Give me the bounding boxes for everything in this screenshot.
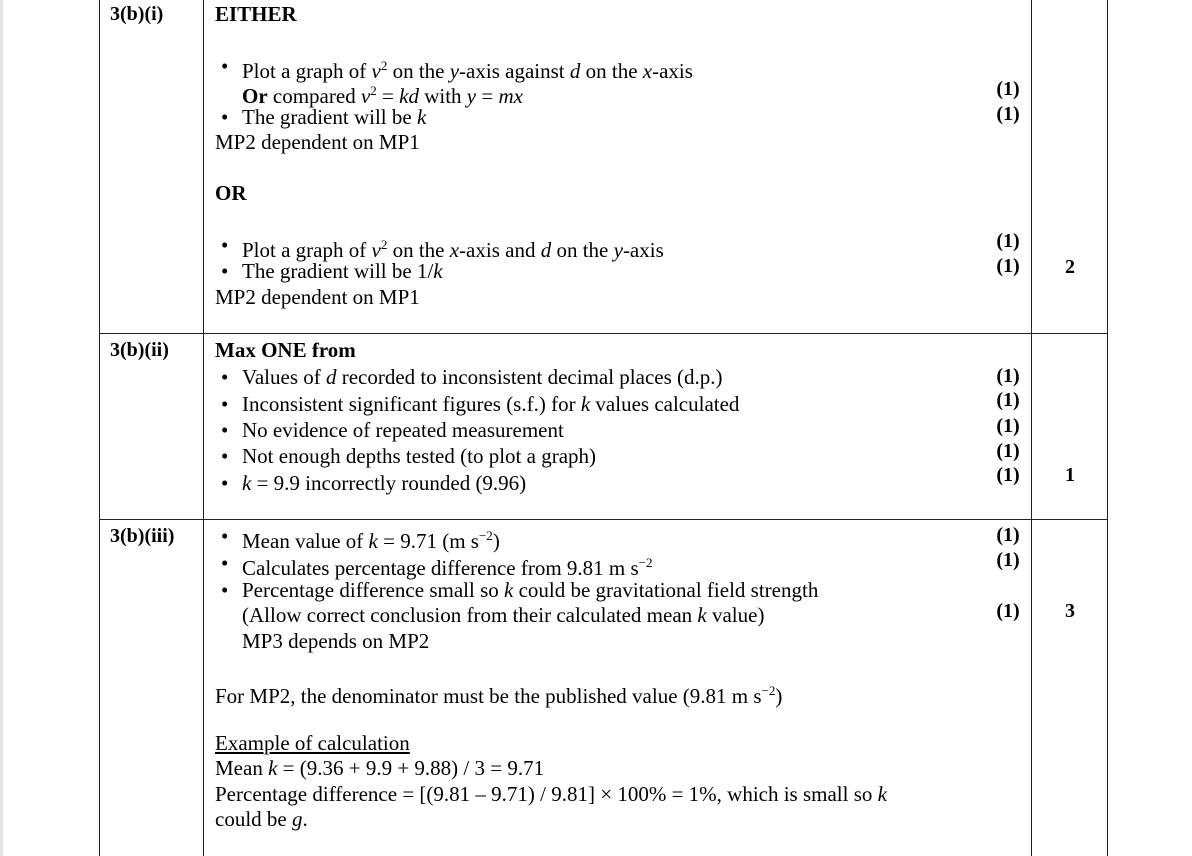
allow-note: (Allow correct conclusion from their calculated mean k value) [242, 603, 765, 627]
bullet-icon: • [221, 259, 229, 283]
mark-point-text: The gradient will be 1/k [242, 259, 443, 283]
mark-value: (1) [996, 230, 1020, 252]
table-column-divider [203, 0, 204, 856]
dependency-note: MP2 dependent on MP1 [215, 130, 420, 154]
either-label: EITHER [215, 2, 297, 26]
mark-value: (1) [996, 600, 1020, 622]
calculation-line: Percentage difference = [(9.81 – 9.71) / 9.81] × 100% = 1%, which is small so k [215, 782, 887, 806]
dependency-note: MP3 depends on MP2 [242, 629, 430, 653]
denominator-note: For MP2, the denominator must be the published value (9.81 m $s^{-2}$) [215, 683, 783, 708]
mark-point-text: k = 9.9 incorrectly rounded (9.96) [242, 471, 527, 495]
mark-point-text: Plot a graph of $v^2$ on the x-axis and d on the y-axis [242, 237, 664, 262]
bullet-icon: • [221, 392, 229, 416]
total-marks: 3 [1065, 600, 1075, 622]
mark-point-text: Inconsistent significant figures (s.f.) for k values calculated [242, 392, 740, 416]
calculation-line: could be g. [215, 807, 308, 831]
mark-point-text: Values of d recorded to inconsistent decimal places (d.p.) [242, 365, 723, 389]
mark-value: (1) [996, 549, 1020, 571]
bullet-icon: • [221, 444, 229, 468]
bullet-icon: • [221, 524, 229, 548]
bullet-icon: • [221, 578, 229, 602]
mark-point-text: Calculates percentage difference from 9.81 m $s^{-2}$ [242, 555, 653, 580]
bullet-icon: • [221, 471, 229, 495]
mark-value: (1) [996, 524, 1020, 546]
or-label: OR [215, 181, 247, 205]
bullet-icon: • [221, 233, 229, 257]
bullet-icon: • [221, 551, 229, 575]
table-border-left [99, 0, 100, 856]
mark-value: (1) [996, 415, 1020, 437]
question-number: 3(b)(iii) [110, 525, 175, 547]
bullet-icon: • [221, 365, 229, 389]
dependency-note: MP2 dependent on MP1 [215, 285, 420, 309]
mark-point-text: Mean value of k = 9.71 (m $s^{-2}$) [242, 528, 500, 553]
question-number: 3(b)(ii) [110, 339, 169, 361]
bullet-icon: • [221, 418, 229, 442]
mark-value: (1) [996, 78, 1020, 100]
mark-value: (1) [996, 440, 1020, 462]
mark-point-text: The gradient will be k [242, 105, 427, 129]
mark-value: (1) [996, 103, 1020, 125]
left-margin-strip [0, 0, 3, 856]
table-border-right [1107, 0, 1108, 856]
question-number: 3(b)(i) [110, 3, 164, 25]
row-divider [99, 519, 1108, 520]
mark-point-text: No evidence of repeated measurement [242, 418, 564, 442]
total-marks: 1 [1065, 464, 1075, 486]
mark-value: (1) [996, 255, 1020, 277]
row-divider [99, 333, 1108, 334]
mark-value: (1) [996, 389, 1020, 411]
table-column-divider [1031, 0, 1032, 856]
mark-point-text: Not enough depths tested (to plot a graph) [242, 444, 597, 468]
calculation-line: Mean k = (9.36 + 9.9 + 9.88) / 3 = 9.71 [215, 756, 545, 780]
mark-value: (1) [996, 464, 1020, 486]
mark-point-alternative: Or compared $v^2$ = kd with y = mx [242, 83, 523, 108]
bullet-icon: • [221, 105, 229, 129]
example-title: Example of calculation [215, 731, 410, 755]
total-marks: 2 [1065, 256, 1075, 278]
mark-point-text: Percentage difference small so k could be gravitational field strength [242, 578, 819, 602]
mark-value: (1) [996, 365, 1020, 387]
row-heading: Max ONE from [215, 338, 356, 362]
mark-point-text: Plot a graph of $v^2$ on the y-axis against d on the x-axis [242, 58, 693, 83]
bullet-icon: • [221, 54, 229, 78]
